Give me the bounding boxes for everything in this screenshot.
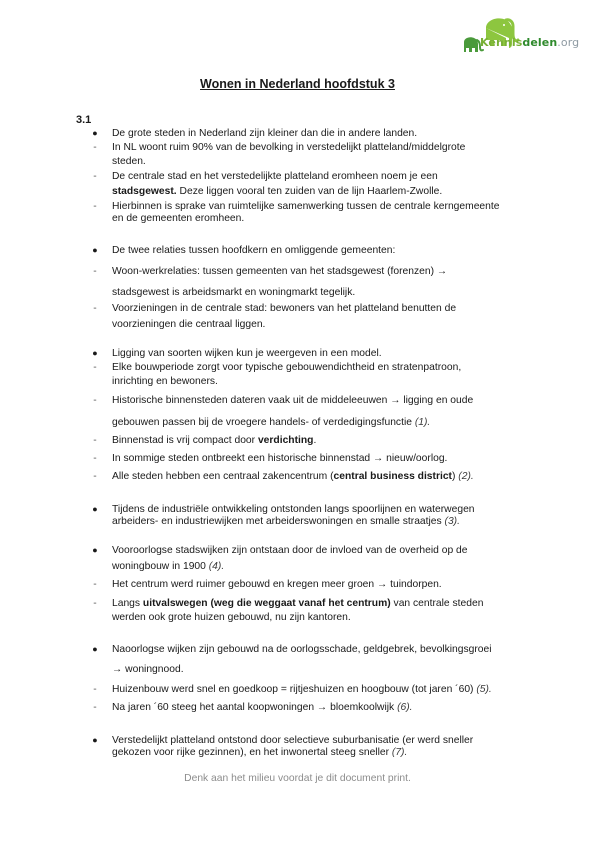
list-item-line bbox=[112, 416, 430, 429]
text-run: Naoorlogse wijken zijn gebouwd na de oorlogsschade, geldgebrek, bevolkingsgroei bbox=[112, 644, 492, 655]
text-run: van centrale steden bbox=[390, 598, 484, 609]
text-run: Tijdens de industriële ontwikkeling ontstonden langs spoorlijnen en waterwegen bbox=[112, 504, 475, 515]
bullet-marker: ● bbox=[92, 545, 98, 555]
figure-reference: (2). bbox=[458, 471, 474, 482]
list-item-line bbox=[112, 318, 265, 331]
figure-reference: (6). bbox=[397, 702, 413, 713]
dash-marker: - bbox=[93, 579, 97, 590]
dash-marker: - bbox=[93, 453, 97, 464]
dash-marker: - bbox=[93, 266, 97, 277]
list-item-line bbox=[112, 515, 460, 528]
text-run: Huizenbouw werd snel en goedkoop = rijtjeshuizen en hoogbouw (tot jaren ´60) bbox=[112, 684, 477, 695]
figure-reference: (4). bbox=[208, 561, 225, 572]
text-run: . bbox=[313, 435, 317, 446]
list-item-line bbox=[112, 141, 465, 154]
logo-wordmark bbox=[480, 36, 579, 49]
list-item-line bbox=[112, 560, 224, 573]
text-run: Alle steden hebben een centraal zakencentrum ( bbox=[112, 471, 334, 482]
dash-marker: - bbox=[93, 684, 97, 695]
text-run: De grote steden in Nederland zijn kleiner dan die in andere landen. bbox=[112, 128, 418, 139]
text-run: Hierbinnen is sprake van ruimtelijke samenwerking tussen de centrale kerngemeente bbox=[112, 201, 500, 212]
list-item-line bbox=[112, 746, 407, 759]
text-run: In NL woont ruim 90% van de bevolking in verstedelijkt platteland/middelgrote bbox=[112, 142, 466, 153]
text-run: → woningnood. bbox=[112, 664, 184, 675]
text-run: Verstedelijkt platteland ontstond door selectieve suburbanisatie (er werd sneller bbox=[112, 735, 474, 746]
list-item-line bbox=[112, 701, 413, 714]
text-run: voorzieningen die centraal liggen. bbox=[112, 319, 266, 330]
bullet-marker: ● bbox=[92, 348, 98, 358]
text-run: ) bbox=[452, 471, 459, 482]
bold-term: central business district bbox=[333, 471, 452, 482]
text-run: De twee relaties tussen hoofdkern en omliggende gemeenten: bbox=[112, 245, 396, 256]
list-item-line bbox=[112, 347, 382, 360]
list-item-line bbox=[112, 361, 461, 374]
text-run: Woon-werkrelaties: tussen gemeenten van het stadsgewest (forenzen) → bbox=[112, 266, 448, 277]
dash-marker: - bbox=[93, 362, 97, 373]
dash-marker: - bbox=[93, 142, 97, 153]
logo-text-part-3: .org bbox=[557, 36, 580, 49]
text-run: Het centrum werd ruimer gebouwd en kregen meer groen → tuindorpen. bbox=[112, 579, 442, 590]
text-run: De centrale stad en het verstedelijkte platteland eromheen noem je een bbox=[112, 171, 438, 182]
dash-marker: - bbox=[93, 598, 97, 609]
text-run: woningbouw in 1900 bbox=[112, 561, 209, 572]
list-item-line bbox=[112, 244, 395, 257]
list-item-line bbox=[112, 212, 244, 225]
bullet-marker: ● bbox=[92, 504, 98, 514]
list-item-line bbox=[112, 170, 438, 183]
bold-term: stadsgewest. bbox=[112, 186, 177, 197]
footer-note: Denk aan het milieu voordat je dit document print. bbox=[184, 773, 411, 784]
figure-reference: (3). bbox=[444, 516, 460, 527]
dash-marker: - bbox=[93, 702, 97, 713]
text-run: Binnenstad is vrij compact door bbox=[112, 435, 258, 446]
text-run: werden ook grote huizen gebouwd, nu zijn kantoren. bbox=[112, 612, 351, 623]
bullet-marker: ● bbox=[92, 245, 98, 255]
text-run: Vooroorlogse stadswijken zijn ontstaan door de invloed van de overheid op de bbox=[112, 545, 468, 556]
text-run: steden. bbox=[112, 156, 146, 167]
list-item-line bbox=[112, 611, 351, 624]
dash-marker: - bbox=[93, 471, 97, 482]
text-run: Langs bbox=[112, 598, 143, 609]
list-item-line bbox=[112, 643, 492, 656]
dash-marker: - bbox=[93, 201, 97, 212]
bullet-marker: ● bbox=[92, 644, 98, 654]
list-item-line bbox=[112, 578, 442, 591]
text-run: stadsgewest is arbeidsmarkt en woningmarkt tegelijk. bbox=[112, 287, 356, 298]
bullet-marker: ● bbox=[92, 128, 98, 138]
logo-text-part-1: Kennis bbox=[480, 36, 523, 49]
text-run: Na jaren ´60 steeg het aantal koopwoningen → bloemkoolwijk bbox=[112, 702, 398, 713]
dash-marker: - bbox=[93, 395, 97, 406]
list-item-line bbox=[112, 127, 417, 140]
list-item-line bbox=[112, 597, 483, 610]
text-run: Voorzieningen in de centrale stad: bewoners van het platteland benutten de bbox=[112, 303, 457, 314]
list-item-line bbox=[112, 185, 442, 198]
bullet-marker: ● bbox=[92, 735, 98, 745]
list-item-line bbox=[112, 434, 316, 447]
list-item-line bbox=[112, 302, 456, 315]
list-item-line bbox=[112, 286, 355, 299]
section-heading: 3.1 bbox=[76, 114, 92, 126]
list-item-line bbox=[112, 544, 467, 557]
list-item-line bbox=[112, 683, 492, 696]
dash-marker: - bbox=[93, 435, 97, 446]
list-item-line bbox=[112, 265, 447, 278]
list-item-line bbox=[112, 375, 218, 388]
figure-reference: (7). bbox=[391, 747, 408, 758]
list-item-line bbox=[112, 470, 474, 483]
text-run: gebouwen passen bij de vroegere handels- of verdedigingsfunctie bbox=[112, 417, 415, 428]
list-item-line bbox=[112, 452, 447, 465]
document-title: Wonen in Nederland hoofdstuk 3 bbox=[200, 77, 395, 91]
text-run: Deze liggen vooral ten zuiden van de lijn Haarlem-Zwolle. bbox=[176, 186, 443, 197]
text-run: Elke bouwperiode zorgt voor typische gebouwendichtheid en stratenpatroon, bbox=[112, 362, 462, 373]
text-run: arbeiders- en industriewijken met arbeiderswoningen en smalle straatjes bbox=[112, 516, 445, 527]
text-run: Historische binnensteden dateren vaak uit de middeleeuwen → ligging en oude bbox=[112, 395, 474, 406]
list-item-line bbox=[112, 394, 473, 407]
dash-marker: - bbox=[93, 171, 97, 182]
bold-term: verdichting bbox=[257, 435, 314, 446]
figure-reference: (1). bbox=[414, 417, 431, 428]
list-item-line bbox=[112, 155, 146, 168]
dash-marker: - bbox=[93, 303, 97, 314]
logo-text-part-2: delen bbox=[522, 36, 558, 49]
text-run: gekozen voor rijke gezinnen), en het inwonertal steeg sneller bbox=[112, 747, 392, 758]
text-run: In sommige steden ontbreekt een historische binnenstad → nieuw/oorlog. bbox=[112, 453, 448, 464]
figure-reference: (5). bbox=[476, 684, 492, 695]
text-run: inrichting en bewoners. bbox=[112, 376, 218, 387]
list-item-line bbox=[112, 663, 184, 676]
text-run: Ligging van soorten wijken kun je weergeven in een model. bbox=[112, 348, 382, 359]
bold-term: uitvalswegen (weg die weggaat vanaf het centrum) bbox=[142, 598, 391, 609]
text-run: en de gemeenten eromheen. bbox=[112, 213, 245, 224]
